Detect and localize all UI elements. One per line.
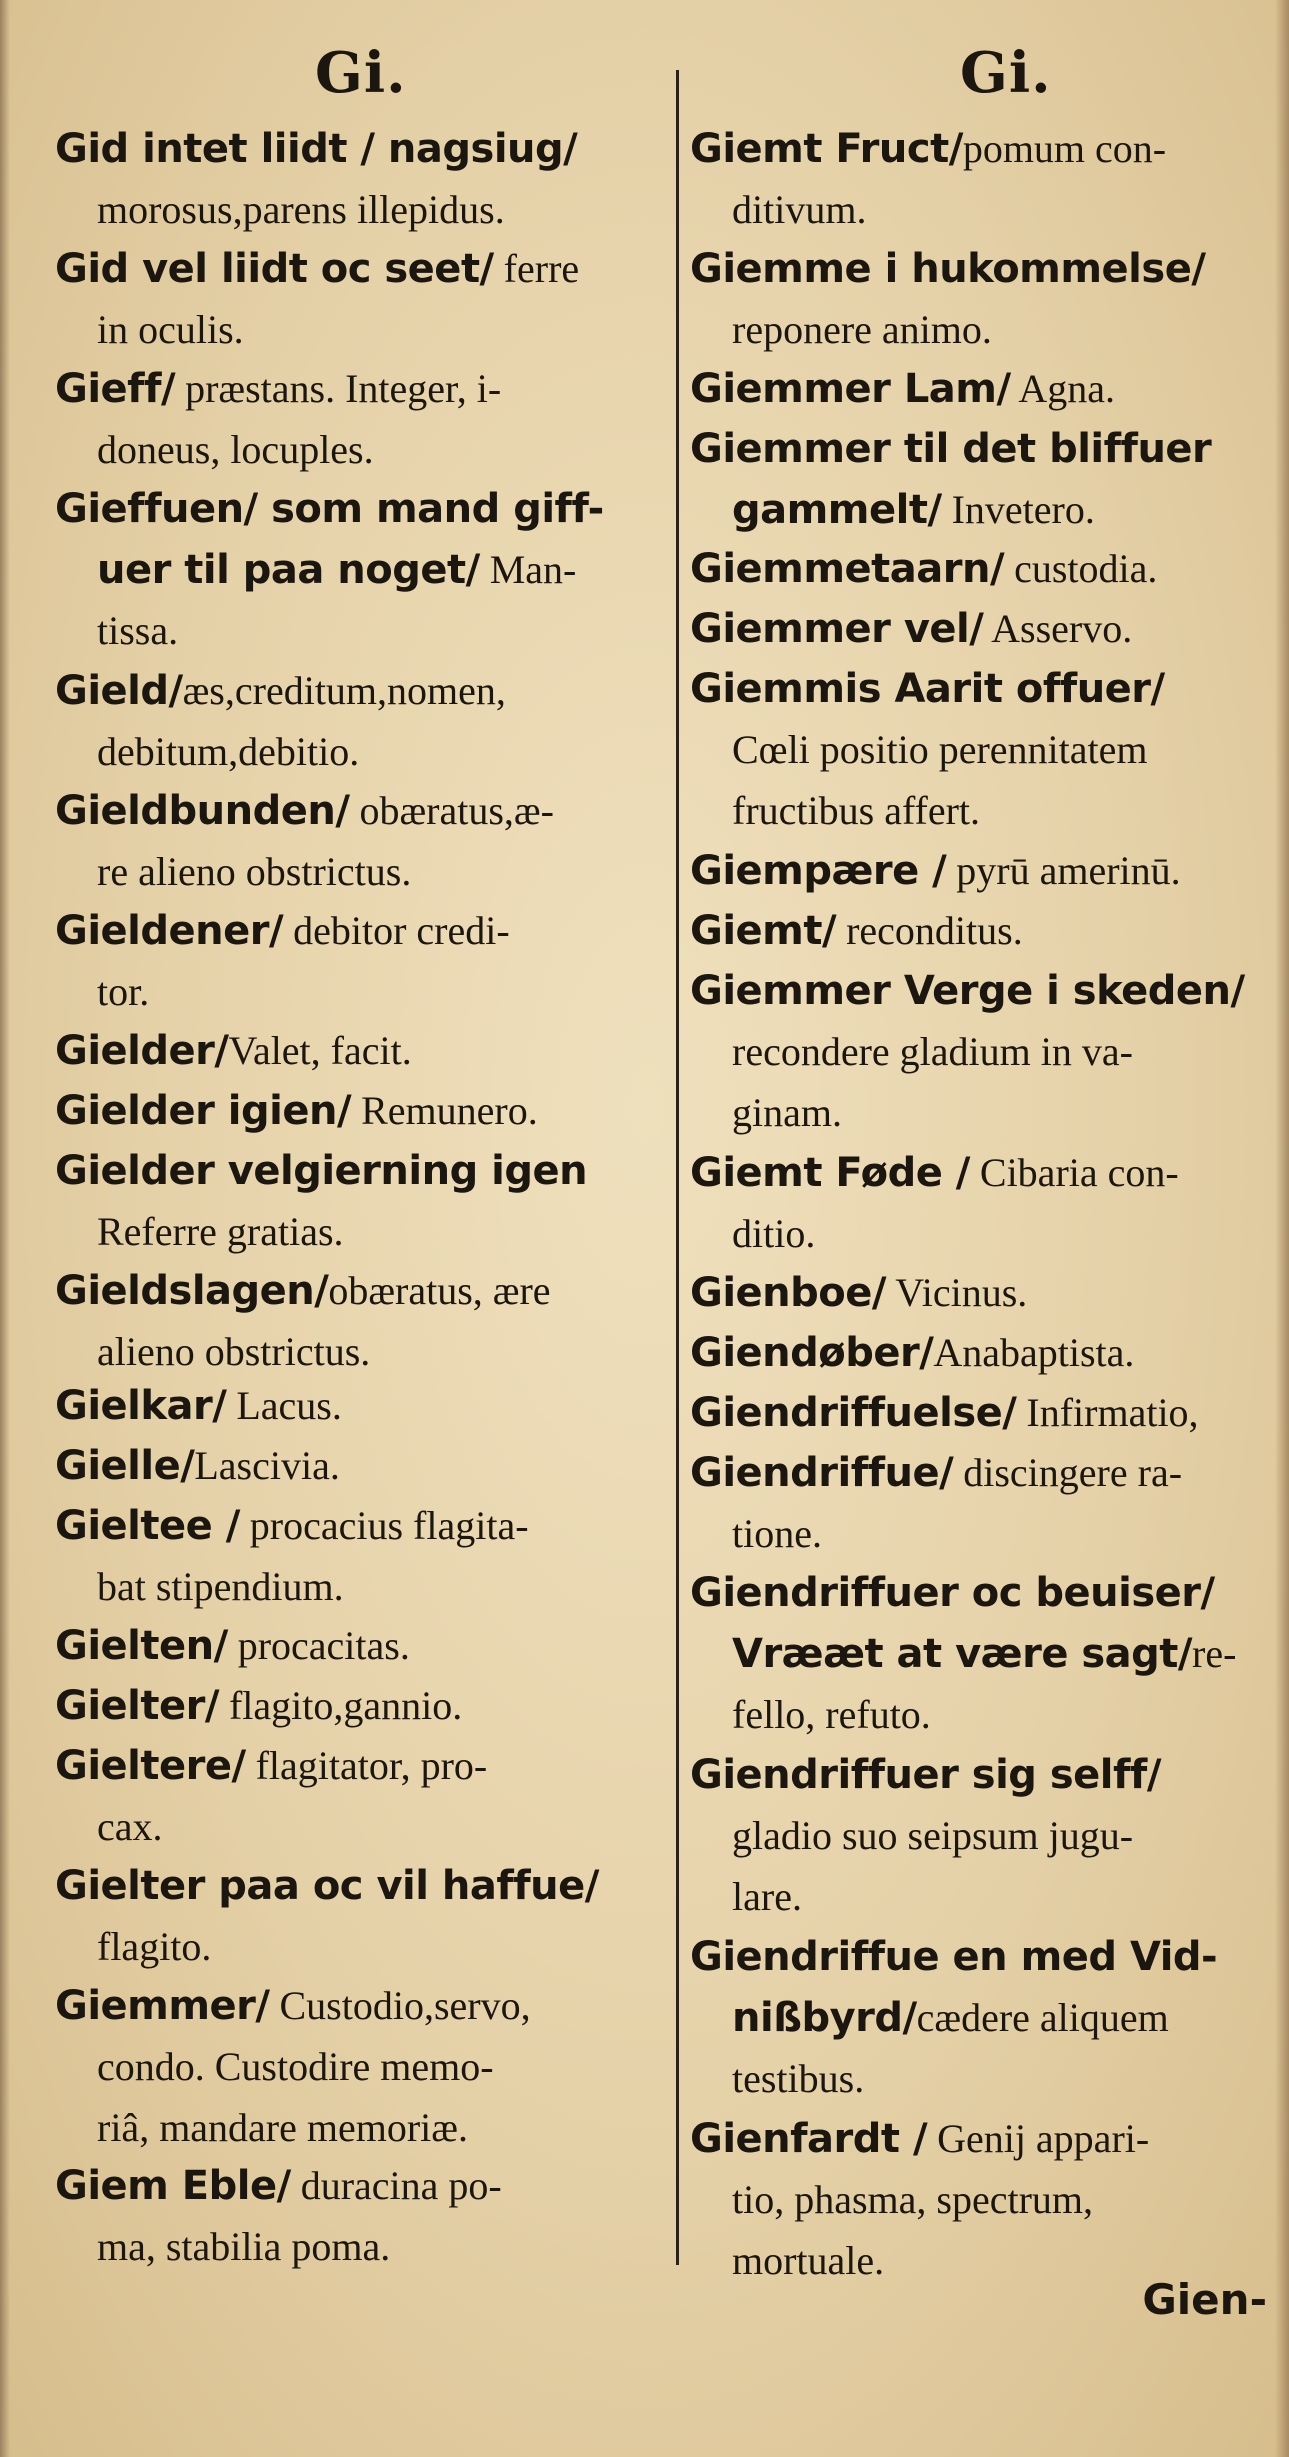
entry-translation: ditivum. — [732, 187, 867, 232]
dictionary-entry — [55, 118, 667, 240]
entry-line — [55, 2036, 667, 2097]
entry-line — [690, 598, 1278, 659]
entry-line — [55, 2216, 667, 2277]
entry-headword: Gielder igien/ — [55, 1088, 352, 1134]
entry-line — [690, 1442, 1278, 1503]
entry-line — [55, 1080, 667, 1141]
dictionary-entry — [55, 660, 667, 782]
entry-line — [690, 2048, 1278, 2109]
entry-translation: æs,creditum,nomen, — [182, 668, 506, 713]
dictionary-entry — [55, 1615, 667, 1676]
entry-line — [55, 478, 667, 539]
entry-headword: Giemmer vel/ — [690, 606, 984, 652]
entry-headword: Giemme i hukommelse/ — [690, 246, 1206, 292]
entry-line — [690, 1744, 1278, 1805]
entry-headword: Gieldbunden/ — [55, 788, 350, 834]
entry-line — [690, 1262, 1278, 1323]
entry-translation: discingere ra- — [953, 1450, 1183, 1495]
dictionary-entry — [690, 900, 1278, 961]
dictionary-entry — [690, 658, 1278, 841]
entry-line — [55, 600, 667, 661]
entry-line — [690, 1805, 1278, 1866]
entry-translation: in oculis. — [97, 307, 244, 352]
dictionary-entry — [55, 1975, 667, 2158]
entry-line — [55, 1796, 667, 1857]
entry-translation: tione. — [732, 1511, 822, 1556]
dictionary-entry — [690, 960, 1278, 1143]
entry-translation: gladio suo seipsum jugu- — [732, 1813, 1134, 1858]
entry-line — [55, 1020, 667, 1081]
entry-translation: Genij appari- — [927, 2116, 1150, 2161]
entry-headword: Vrææt at være sagt/ — [732, 1631, 1193, 1677]
entry-line — [690, 2169, 1278, 2230]
entry-line — [55, 841, 667, 902]
dictionary-entry — [55, 1080, 667, 1141]
entry-translation: Man- — [479, 547, 577, 592]
entry-translation: tor. — [97, 969, 150, 1014]
entry-translation: pyrū amerinū. — [946, 848, 1181, 893]
entry-translation: re- — [1192, 1631, 1237, 1676]
dictionary-entry — [55, 780, 667, 902]
entry-line — [690, 1684, 1278, 1745]
entry-translation: reconditus. — [836, 908, 1023, 953]
entry-headword: Giemt Føde / — [690, 1150, 970, 1196]
dictionary-entry — [690, 1926, 1278, 2109]
entry-translation: Lacus. — [226, 1383, 342, 1428]
entry-headword: Giemmer til det bliffuer — [690, 426, 1212, 472]
entry-line — [690, 238, 1278, 299]
entry-line — [690, 418, 1278, 479]
entry-headword: Gid vel liidt oc seet/ — [55, 246, 494, 292]
entry-translation: cax. — [97, 1804, 163, 1849]
entry-translation: præstans. Integer, i- — [175, 366, 502, 411]
entry-line — [55, 118, 667, 179]
dictionary-entry — [690, 1744, 1278, 1927]
entry-line — [690, 960, 1278, 1021]
entry-translation: Infirmatio, — [1016, 1390, 1199, 1435]
entry-translation: re alieno obstrictus. — [97, 849, 412, 894]
entry-headword: Gielkar/ — [55, 1383, 227, 1429]
entry-headword: Gield/ — [55, 668, 183, 714]
entry-line — [55, 2155, 667, 2216]
entry-headword: Giemmetaarn/ — [690, 546, 1005, 592]
dictionary-entry — [690, 2108, 1278, 2291]
entry-line — [690, 1082, 1278, 1143]
entry-headword: Giemmer Verge i skeden/ — [690, 968, 1245, 1014]
entry-translation: debitor credi- — [283, 908, 510, 953]
entry-translation: bat stipendium. — [97, 1564, 344, 1609]
entry-headword: Giempære / — [690, 848, 947, 894]
entry-translation: obæratus, ære — [328, 1268, 551, 1313]
entry-translation: tio, phasma, spectrum, — [732, 2177, 1094, 2222]
dictionary-entry — [690, 118, 1278, 240]
entry-translation: ginam. — [732, 1090, 842, 1135]
entry-translation: Remunero. — [351, 1088, 538, 1133]
entry-headword: Giendriffuelse/ — [690, 1390, 1017, 1436]
entry-headword: Gielten/ — [55, 1623, 228, 1669]
dictionary-entry — [690, 1322, 1278, 1383]
dictionary-entry — [690, 1142, 1278, 1264]
entry-line — [690, 179, 1278, 240]
entry-translation: flagito. — [97, 1924, 212, 1969]
entry-line — [55, 900, 667, 961]
dictionary-entry — [690, 418, 1278, 540]
entry-line — [55, 238, 667, 299]
entry-line — [690, 1382, 1278, 1443]
dictionary-entry — [55, 1495, 667, 1617]
entry-headword: Gielter/ — [55, 1683, 219, 1729]
entry-line — [55, 1375, 667, 1436]
entry-translation: mortuale. — [732, 2238, 885, 2283]
entry-line — [55, 1975, 667, 2036]
entry-line — [690, 1203, 1278, 1264]
dictionary-entry — [55, 238, 667, 360]
entry-translation: procacius flagita- — [239, 1503, 529, 1548]
entry-line — [55, 1556, 667, 1617]
entry-headword: Gieff/ — [55, 366, 176, 412]
entry-line — [55, 660, 667, 721]
entry-translation: Invetero. — [941, 487, 1095, 532]
dictionary-entry — [690, 840, 1278, 901]
entry-translation: doneus, locuples. — [97, 427, 374, 472]
entry-headword: Gienfardt / — [690, 2116, 928, 2162]
entry-headword: Gienboe/ — [690, 1270, 886, 1316]
entry-headword: Gielder velgierning igen — [55, 1148, 588, 1194]
entry-line — [690, 1987, 1278, 2048]
entry-translation: obæratus,æ- — [349, 788, 554, 833]
entry-translation: pomum con- — [962, 126, 1167, 171]
dictionary-entry — [55, 1140, 667, 1262]
dictionary-entry — [690, 1442, 1278, 1564]
entry-headword: Gieffuen/ som mand giff- — [55, 486, 604, 532]
entry-translation: reponere animo. — [732, 307, 992, 352]
dictionary-entry — [55, 1260, 667, 1382]
entry-line — [55, 1201, 667, 1262]
page-edge-left — [0, 0, 10, 2457]
entry-translation: morosus,parens illepidus. — [97, 187, 505, 232]
left-column-header: Gi. — [315, 40, 407, 106]
dictionary-entry — [690, 598, 1278, 659]
entry-translation: Cœli positio perennitatem — [732, 727, 1148, 772]
entry-headword: gammelt/ — [732, 487, 942, 533]
dictionary-entry — [55, 1435, 667, 1496]
entry-translation: condo. Custodire memo- — [97, 2044, 494, 2089]
dictionary-entry — [55, 900, 667, 1022]
entry-line — [55, 539, 667, 600]
dictionary-entry — [690, 1562, 1278, 1745]
entry-headword: nißbyrd/ — [732, 1995, 917, 2041]
entry-line — [690, 299, 1278, 360]
entry-line — [55, 721, 667, 782]
entry-translation: Cibaria con- — [969, 1150, 1179, 1195]
entry-headword: Giendøber/ — [690, 1330, 934, 1376]
entry-line — [690, 1562, 1278, 1623]
entry-line — [55, 419, 667, 480]
dictionary-entry — [690, 358, 1278, 419]
entry-translation: Agna. — [1010, 366, 1116, 411]
entry-headword: Giemmer Lam/ — [690, 366, 1011, 412]
entry-headword: Giendriffue en med Vid- — [690, 1934, 1218, 1980]
entry-headword: Giemmer/ — [55, 1983, 270, 2029]
entry-line — [690, 900, 1278, 961]
entry-headword: Gid intet liidt / nagsiug/ — [55, 126, 578, 172]
dictionary-entry — [690, 1262, 1278, 1323]
dictionary-entry — [55, 1020, 667, 1081]
entry-headword: Gielder/ — [55, 1028, 229, 1074]
entry-line — [690, 840, 1278, 901]
entry-translation: testibus. — [732, 2056, 865, 2101]
entry-headword: Gieltee / — [55, 1503, 240, 1549]
entry-line — [690, 1322, 1278, 1383]
entry-translation: Custodio,servo, — [269, 1983, 531, 2028]
entry-line — [690, 358, 1278, 419]
entry-line — [690, 1021, 1278, 1082]
entry-headword: Giendriffuer sig selff/ — [690, 1752, 1161, 1798]
entry-translation: ma, stabilia poma. — [97, 2224, 391, 2269]
entry-headword: Giemt Fruct/ — [690, 126, 963, 172]
entry-translation: custodia. — [1004, 546, 1158, 591]
entry-line — [55, 1615, 667, 1676]
entry-line — [690, 658, 1278, 719]
entry-line — [55, 1260, 667, 1321]
entry-line — [55, 1495, 667, 1556]
entry-translation: Lascivia. — [194, 1443, 340, 1488]
entry-line — [690, 1866, 1278, 1927]
entry-translation: duracina po- — [290, 2163, 502, 2208]
entry-line — [690, 1142, 1278, 1203]
entry-translation: Asservo. — [983, 606, 1133, 651]
entry-line — [55, 2097, 667, 2158]
entry-line — [55, 1735, 667, 1796]
dictionary-entry — [55, 2155, 667, 2277]
entry-translation: debitum,debitio. — [97, 729, 360, 774]
entry-line — [690, 780, 1278, 841]
right-column-header: Gi. — [960, 40, 1052, 106]
entry-line — [690, 1926, 1278, 1987]
entry-translation: flagito,gannio. — [218, 1683, 463, 1728]
entry-translation: cædere aliquem — [916, 1995, 1169, 2040]
dictionary-entry — [55, 1675, 667, 1736]
entry-line — [690, 1503, 1278, 1564]
entry-headword: uer til paa noget/ — [97, 547, 480, 593]
entry-line — [55, 1140, 667, 1201]
entry-translation: tissa. — [97, 608, 179, 653]
entry-headword: Giemmis Aarit offuer/ — [690, 666, 1165, 712]
entry-line — [690, 2108, 1278, 2169]
page-catchword: Gien- — [1142, 2275, 1267, 2324]
entry-translation: fello, refuto. — [732, 1692, 931, 1737]
dictionary-entry — [55, 1855, 667, 1977]
dictionary-entry — [55, 1735, 667, 1857]
dictionary-entry — [690, 238, 1278, 360]
entry-translation: flagitator, pro- — [245, 1743, 488, 1788]
entry-translation: Valet, facit. — [228, 1028, 412, 1073]
entry-line — [55, 358, 667, 419]
entry-line — [690, 118, 1278, 179]
dictionary-entry — [690, 1382, 1278, 1443]
entry-translation: lare. — [732, 1874, 802, 1919]
entry-headword: Gieldslagen/ — [55, 1268, 329, 1314]
entry-line — [55, 961, 667, 1022]
entry-translation: ferre — [493, 246, 580, 291]
entry-line — [690, 1623, 1278, 1684]
entry-translation: ditio. — [732, 1211, 816, 1256]
entry-line — [690, 538, 1278, 599]
entry-line — [55, 179, 667, 240]
entry-translation: recondere gladium in va- — [732, 1029, 1133, 1074]
entry-line — [55, 1675, 667, 1736]
entry-line — [690, 719, 1278, 780]
entry-line — [690, 479, 1278, 540]
entry-headword: Gielle/ — [55, 1443, 195, 1489]
entry-headword: Giemt/ — [690, 908, 837, 954]
entry-line — [55, 1855, 667, 1916]
dictionary-entry — [55, 478, 667, 661]
entry-translation: alieno obstrictus. — [97, 1329, 371, 1374]
entry-line — [55, 1321, 667, 1382]
entry-headword: Gieldener/ — [55, 908, 284, 954]
entry-headword: Gieltere/ — [55, 1743, 246, 1789]
entry-translation: fructibus affert. — [732, 788, 981, 833]
dictionary-entry — [690, 538, 1278, 599]
entry-headword: Giendriffue/ — [690, 1450, 954, 1496]
entry-headword: Giendriffuer oc beuiser/ — [690, 1570, 1215, 1616]
entry-translation: Referre gratias. — [97, 1209, 344, 1254]
entry-line — [55, 1435, 667, 1496]
dictionary-entry — [55, 358, 667, 480]
entry-line — [55, 780, 667, 841]
entry-headword: Giem Eble/ — [55, 2163, 291, 2209]
entry-translation: Anabaptista. — [933, 1330, 1135, 1375]
entry-line — [55, 1916, 667, 1977]
column-divider — [676, 70, 679, 2265]
dictionary-entry — [55, 1375, 667, 1436]
entry-translation: riâ, mandare memoriæ. — [97, 2105, 468, 2150]
entry-translation: Vicinus. — [886, 1270, 1028, 1315]
entry-headword: Gielter paa oc vil haffue/ — [55, 1863, 599, 1909]
entry-translation: procacitas. — [227, 1623, 410, 1668]
entry-line — [55, 299, 667, 360]
